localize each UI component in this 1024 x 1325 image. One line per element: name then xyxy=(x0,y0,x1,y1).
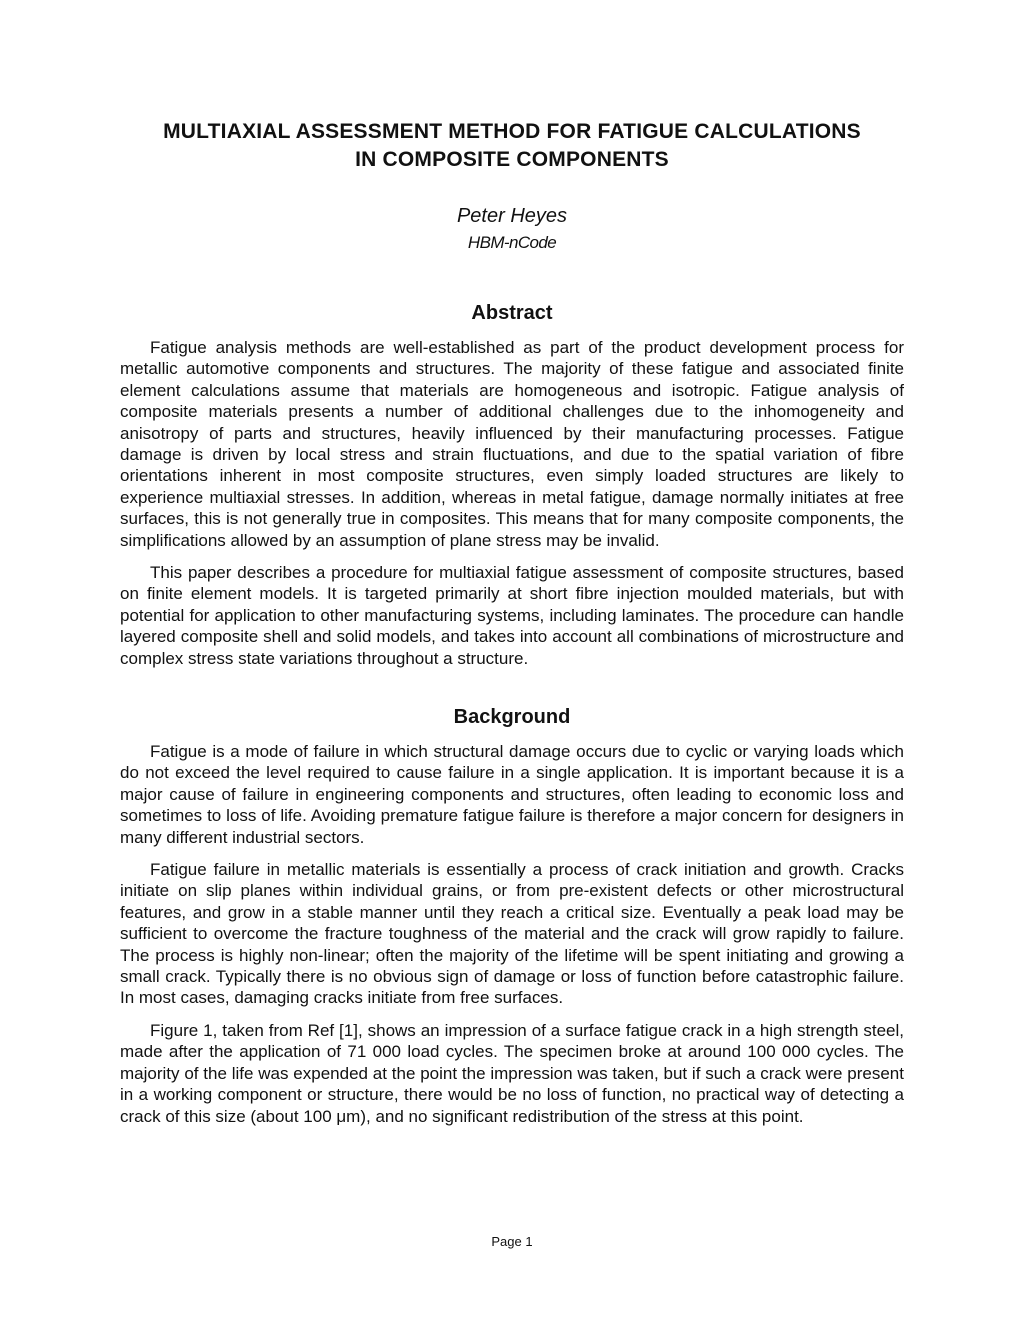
paper-title xyxy=(0,118,1024,174)
background-paragraph-3: Figure 1, taken from Ref [1], shows an impression of a surface fatigue crack in a high strength steel, made after the application of 71 000 load cycles. The specimen broke at around 100 000 cycles. The majority of the life was expended at the point the impression was taken, but if such a crack were present in a working component or structure, there would be no loss of function, no practical way of detecting a crack of this size (about 100 μm), and no significant redistribution of the stress at this point. xyxy=(120,1020,904,1126)
page-number: Page 1 xyxy=(491,1234,533,1249)
author-affiliation: HBM-nCode xyxy=(467,233,557,252)
background-section xyxy=(120,704,904,1127)
title-line-2: IN COMPOSITE COMPONENTS xyxy=(355,148,669,171)
abstract-section xyxy=(120,300,904,669)
background-paragraph-2: Fatigue failure in metallic materials is essentially a process of crack initiation and growth. Cracks initiate on slip planes within individual grains, or from pre-existent defects or other microstructural features, and grow in a stable manner until they reach a critical size. Eventually a peak load may be sufficient to overcome the fracture toughness of the material and the crack will grow rapidly to failure. The process is highly non-linear; often the majority of the lifetime will be spent initiating and growing a small crack. Typically there is no obvious sign of damage or loss of function before catastrophic failure. In most cases, damaging cracks initiate from free surfaces. xyxy=(120,860,904,1008)
abstract-paragraph-2: This paper describes a procedure for multiaxial fatigue assessment of composite structures, based on finite element models. It is targeted primarily at short fibre injection moulded materials, but with potential for application to other manufacturing systems, including laminates. The procedure can handle layered composite shell and solid models, and takes into account all combinations of microstructure and complex stress state variations throughout a structure. xyxy=(120,563,904,668)
background-paragraph-1: Fatigue is a mode of failure in which structural damage occurs due to cyclic or varying loads which do not exceed the level required to cause failure in a single application. It is important because it is a major cause of failure in engineering components and structures, often leading to economic loss and sometimes to loss of life. Avoiding premature fatigue failure is therefore a major concern for designers in many different industrial sectors. xyxy=(120,742,904,847)
author-block xyxy=(0,202,1024,256)
author-name: Peter Heyes xyxy=(456,205,568,227)
title-line-1: MULTIAXIAL ASSESSMENT METHOD FOR FATIGUE CALCULATIONS xyxy=(163,120,861,143)
abstract-heading: Abstract xyxy=(471,302,553,324)
abstract-paragraph-1: Fatigue analysis methods are well-established as part of the product development process for metallic automotive components and structures. The majority of these fatigue and associated finite element calculations assume that materials are homogeneous and isotropic. Fatigue analysis of composite materials presents a number of additional challenges due to the inhomogeneity and anisotropy of parts and structures, heavily influenced by their manufacturing processes. Fatigue damage is driven by local stress and strain fluctuations, and due to the spatial variation of fibre orientations inherent in most composite structures, even simply loaded structures are likely to experience multiaxial stresses. In addition, whereas in metal fatigue, damage normally initiates at free surfaces, this is not generally true in composites. This means that for many composite components, the simplifications allowed by an assumption of plane stress may be invalid. xyxy=(120,338,904,550)
background-heading: Background xyxy=(453,706,571,728)
